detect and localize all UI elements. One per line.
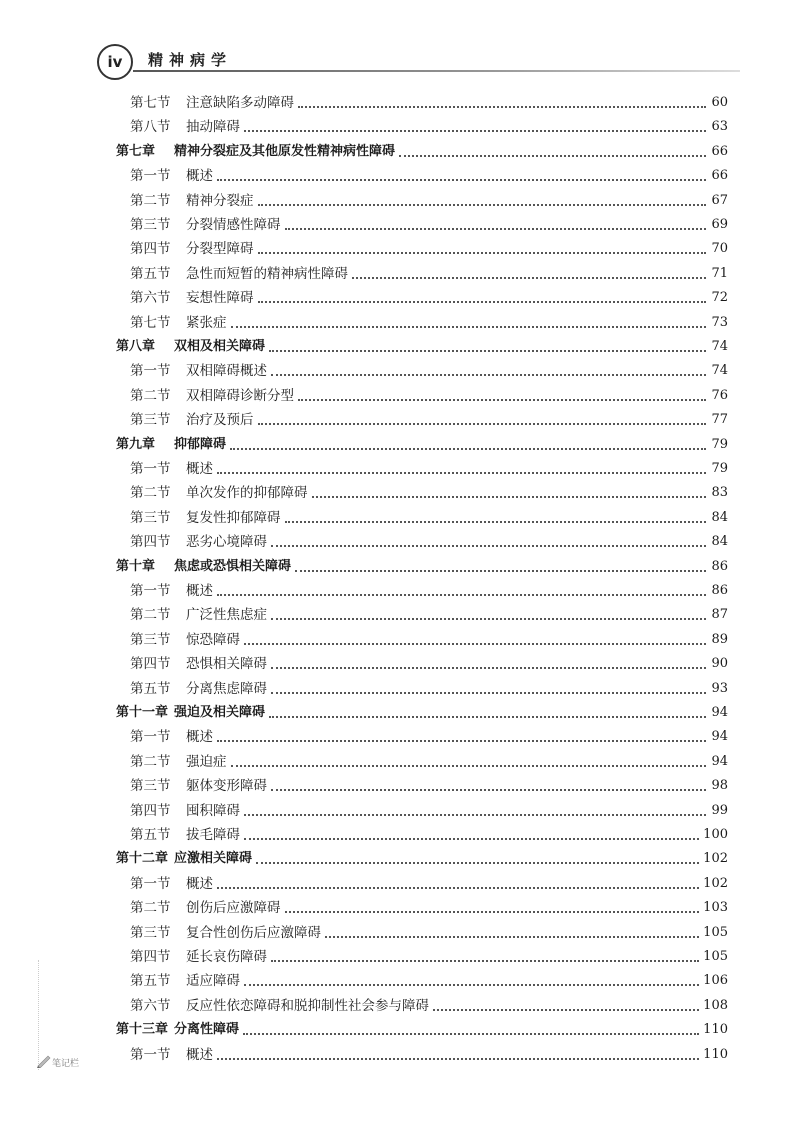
toc-entry-number: 第五节 bbox=[130, 265, 171, 282]
page-header bbox=[0, 0, 800, 90]
toc-entry-number: 第四节 bbox=[130, 534, 171, 551]
toc-entry-number: 第七章 bbox=[116, 143, 156, 159]
toc-page-number: 71 bbox=[711, 265, 728, 281]
toc-page-number: 105 bbox=[703, 949, 728, 964]
toc-entry-title: 恶劣心境障碍 bbox=[186, 534, 267, 551]
toc-entry-title: 单次发作的抑郁障碍 bbox=[186, 485, 308, 502]
toc-entry-title: 广泛性焦虑症 bbox=[186, 607, 267, 624]
dot-leader bbox=[244, 984, 699, 986]
toc-page-number: 90 bbox=[711, 656, 728, 672]
toc-entry-title: 复发性抑郁障碍 bbox=[186, 509, 281, 526]
toc-entry-title: 注意缺陷多动障碍 bbox=[186, 95, 294, 111]
pen-icon bbox=[36, 1054, 52, 1068]
toc-entry-number: 第三节 bbox=[130, 631, 171, 648]
toc-chapter-entry[interactable] bbox=[116, 1019, 728, 1041]
toc-page-number: 73 bbox=[711, 314, 728, 330]
toc-entry-number: 第五节 bbox=[130, 680, 171, 697]
toc-section-entry[interactable] bbox=[130, 800, 728, 822]
toc-entry-title: 概述 bbox=[186, 875, 213, 892]
toc-entry-number: 第三节 bbox=[130, 924, 171, 941]
dot-leader bbox=[217, 740, 706, 742]
toc-entry-number: 第四节 bbox=[130, 656, 171, 673]
dot-leader bbox=[271, 960, 699, 962]
toc-chapter-entry[interactable] bbox=[116, 556, 728, 578]
toc-entry-number: 第十三章 bbox=[116, 1022, 169, 1038]
dot-leader bbox=[258, 301, 707, 303]
toc-page-number: 66 bbox=[711, 168, 728, 184]
dot-leader bbox=[271, 667, 706, 669]
toc-entry-title: 双相障碍诊断分型 bbox=[186, 387, 294, 404]
toc-page-number: 74 bbox=[711, 363, 728, 379]
toc-entry-title: 分离焦虑障碍 bbox=[186, 680, 267, 697]
toc-entry-title: 适应障碍 bbox=[186, 973, 240, 990]
toc-entry-title: 双相障碍概述 bbox=[186, 363, 267, 380]
dot-leader bbox=[244, 838, 699, 840]
toc-page-number: 103 bbox=[703, 900, 728, 916]
toc-entry-number: 第八章 bbox=[116, 339, 156, 354]
dot-leader bbox=[269, 350, 706, 352]
toc-entry-number: 第一节 bbox=[130, 729, 171, 746]
toc-entry-title: 反应性依恋障碍和脱抑制性社会参与障碍 bbox=[186, 997, 429, 1014]
toc-entry-number: 第一节 bbox=[130, 875, 171, 892]
toc-section-entry[interactable] bbox=[130, 92, 728, 114]
toc-entry-title: 焦虑或恐惧相关障碍 bbox=[174, 558, 292, 574]
book-title: 精神病学 bbox=[148, 51, 233, 69]
toc-section-entry[interactable] bbox=[130, 531, 728, 553]
toc-page-number: 102 bbox=[703, 851, 728, 867]
toc-page-number: 74 bbox=[711, 339, 728, 354]
dot-leader bbox=[325, 936, 699, 938]
toc-entry-title: 躯体变形障碍 bbox=[186, 778, 267, 795]
toc-entry-title: 应激相关障碍 bbox=[174, 851, 253, 867]
toc-page-number: 72 bbox=[711, 290, 728, 306]
toc-page-number: 94 bbox=[711, 729, 728, 745]
dot-leader bbox=[352, 277, 706, 279]
toc-section-entry[interactable] bbox=[130, 970, 728, 992]
toc-page-number: 84 bbox=[711, 509, 728, 525]
toc-entry-number: 第五节 bbox=[130, 827, 171, 843]
toc-entry-title: 概述 bbox=[186, 168, 213, 185]
dot-leader bbox=[433, 1009, 699, 1011]
dot-leader bbox=[217, 1058, 699, 1060]
toc-entry-title: 复合性创伤后应激障碍 bbox=[186, 924, 321, 941]
toc-entry-number: 第二节 bbox=[130, 192, 171, 209]
toc-entry-title: 精神分裂症及其他原发性精神病性障碍 bbox=[174, 143, 396, 159]
toc-entry-title: 分裂型障碍 bbox=[186, 241, 254, 258]
toc-page-number: 86 bbox=[711, 583, 728, 598]
dot-leader bbox=[269, 716, 706, 718]
toc-page-number: 79 bbox=[711, 461, 728, 476]
toc-entry-number: 第四节 bbox=[130, 241, 171, 258]
toc-page-number: 105 bbox=[703, 924, 728, 940]
toc-entry-title: 抑郁障碍 bbox=[174, 436, 227, 452]
toc-section-entry[interactable] bbox=[130, 1044, 728, 1066]
toc-page-number: 108 bbox=[703, 997, 728, 1013]
toc-entry-number: 第十章 bbox=[116, 558, 156, 574]
toc-page-number: 69 bbox=[711, 217, 728, 232]
toc-section-entry[interactable] bbox=[130, 873, 728, 895]
toc-entry-title: 分裂情感性障碍 bbox=[186, 217, 281, 233]
dot-leader bbox=[217, 887, 699, 889]
dot-leader bbox=[256, 862, 699, 864]
toc-entry-title: 抽动障碍 bbox=[186, 119, 240, 136]
toc-chapter-entry[interactable] bbox=[116, 702, 728, 724]
toc-page-number: 99 bbox=[711, 802, 728, 818]
toc-entry-title: 精神分裂症 bbox=[186, 192, 254, 209]
toc-entry-number: 第三节 bbox=[130, 778, 171, 795]
toc-section-entry[interactable] bbox=[130, 629, 728, 651]
dot-leader bbox=[298, 399, 706, 401]
toc-entry-number: 第四节 bbox=[130, 949, 171, 965]
toc-section-entry[interactable] bbox=[130, 263, 728, 285]
dot-leader bbox=[231, 326, 707, 328]
toc-entry-number: 第三节 bbox=[130, 509, 171, 526]
toc-section-entry[interactable] bbox=[130, 312, 728, 334]
toc-section-entry[interactable] bbox=[130, 726, 728, 748]
toc-entry-title: 治疗及预后 bbox=[186, 412, 254, 429]
toc-entry-title: 强迫症 bbox=[186, 753, 227, 770]
toc-section-entry[interactable] bbox=[130, 238, 728, 260]
toc-section-entry[interactable] bbox=[130, 287, 728, 309]
toc-section-entry[interactable] bbox=[130, 116, 728, 138]
toc-section-entry[interactable] bbox=[130, 482, 728, 504]
dot-leader bbox=[217, 179, 706, 181]
notes-label: 笔记栏 bbox=[52, 1059, 80, 1069]
toc-section-entry[interactable] bbox=[130, 775, 728, 797]
toc-page-number: 86 bbox=[711, 558, 728, 574]
dot-leader bbox=[271, 545, 706, 547]
toc-section-entry[interactable] bbox=[130, 897, 728, 919]
dot-leader bbox=[230, 448, 706, 450]
dot-leader bbox=[258, 204, 707, 206]
toc-section-entry[interactable] bbox=[130, 165, 728, 187]
header-divider bbox=[133, 70, 740, 72]
toc-entry-title: 概述 bbox=[186, 729, 213, 746]
toc-chapter-entry[interactable] bbox=[116, 336, 728, 358]
dot-leader bbox=[312, 496, 707, 498]
dot-leader bbox=[271, 374, 706, 376]
toc-page-number: 93 bbox=[711, 680, 728, 696]
dot-leader bbox=[244, 643, 706, 645]
toc-entry-title: 恐惧相关障碍 bbox=[186, 656, 267, 673]
toc-entry-title: 概述 bbox=[186, 1046, 213, 1063]
toc-page-number: 110 bbox=[703, 1046, 728, 1062]
toc-section-entry[interactable] bbox=[130, 409, 728, 431]
toc-entry-number: 第十二章 bbox=[116, 851, 169, 867]
toc-entry-number: 第七节 bbox=[130, 95, 171, 111]
page-number-badge: iv bbox=[97, 44, 133, 80]
toc-entry-number: 第五节 bbox=[130, 973, 171, 990]
toc-chapter-entry[interactable] bbox=[116, 848, 728, 870]
toc-section-entry[interactable] bbox=[130, 946, 728, 968]
dot-leader bbox=[271, 618, 706, 620]
dot-leader bbox=[271, 692, 706, 694]
dot-leader bbox=[217, 472, 706, 474]
toc-entry-title: 强迫及相关障碍 bbox=[174, 705, 266, 720]
dot-leader bbox=[231, 765, 707, 767]
toc-section-entry[interactable] bbox=[130, 653, 728, 675]
toc-entry-number: 第一节 bbox=[130, 1046, 171, 1063]
toc-section-entry[interactable] bbox=[130, 214, 728, 236]
toc-page-number: 76 bbox=[711, 387, 728, 403]
toc-entry-title: 创伤后应激障碍 bbox=[186, 900, 281, 917]
toc-entry-number: 第八节 bbox=[130, 119, 171, 136]
toc-entry-number: 第一节 bbox=[130, 363, 171, 380]
toc-page-number: 110 bbox=[703, 1022, 728, 1038]
dot-leader bbox=[244, 814, 706, 816]
dot-leader bbox=[298, 106, 706, 108]
toc-page-number: 63 bbox=[711, 119, 728, 135]
toc-section-entry[interactable] bbox=[130, 751, 728, 773]
toc-entry-title: 延长哀伤障碍 bbox=[186, 949, 267, 965]
toc-entry-number: 第六节 bbox=[130, 997, 171, 1014]
toc-entry-number: 第七节 bbox=[130, 314, 171, 331]
toc-entry-number: 第十一章 bbox=[116, 705, 169, 720]
toc-entry-title: 惊恐障碍 bbox=[186, 631, 240, 648]
toc-entry-number: 第四节 bbox=[130, 802, 171, 819]
toc-entry-title: 双相及相关障碍 bbox=[174, 339, 266, 354]
toc-entry-number: 第二节 bbox=[130, 607, 171, 624]
toc-entry-title: 紧张症 bbox=[186, 314, 227, 331]
dot-leader bbox=[217, 594, 706, 596]
toc-page-number: 94 bbox=[711, 753, 728, 769]
toc-page-number: 84 bbox=[711, 534, 728, 550]
toc-page-number: 89 bbox=[711, 631, 728, 647]
toc-entry-number: 第三节 bbox=[130, 412, 171, 429]
toc-entry-title: 概述 bbox=[186, 461, 213, 477]
toc-entry-title: 急性而短暂的精神病性障碍 bbox=[186, 265, 348, 282]
toc-page-number: 83 bbox=[711, 485, 728, 501]
toc-section-entry[interactable] bbox=[130, 995, 728, 1017]
toc-page-number: 98 bbox=[711, 778, 728, 794]
dot-leader bbox=[285, 521, 707, 523]
toc-section-entry[interactable] bbox=[130, 604, 728, 626]
toc-page-number: 77 bbox=[711, 412, 728, 428]
toc-entry-number: 第九章 bbox=[116, 436, 156, 452]
toc-section-entry[interactable] bbox=[130, 360, 728, 382]
toc-page-number: 102 bbox=[703, 875, 728, 891]
toc-page-number: 106 bbox=[703, 973, 728, 989]
dot-leader bbox=[244, 130, 706, 132]
toc-page-number: 60 bbox=[711, 95, 728, 110]
toc-entry-title: 囤积障碍 bbox=[186, 802, 240, 819]
toc-entry-number: 第一节 bbox=[130, 168, 171, 185]
toc-section-entry[interactable] bbox=[130, 824, 728, 846]
toc-section-entry[interactable] bbox=[130, 385, 728, 407]
toc-section-entry[interactable] bbox=[130, 458, 728, 480]
toc-entry-number: 第六节 bbox=[130, 290, 171, 307]
dot-leader bbox=[258, 252, 707, 254]
dot-leader bbox=[285, 228, 707, 230]
toc-entry-number: 第三节 bbox=[130, 217, 171, 233]
toc-page-number: 87 bbox=[711, 607, 728, 623]
toc-page-number: 79 bbox=[711, 436, 728, 452]
toc-page-number: 67 bbox=[711, 192, 728, 208]
dot-leader bbox=[285, 911, 700, 913]
dot-leader bbox=[258, 423, 707, 425]
toc-chapter-entry[interactable] bbox=[116, 141, 728, 163]
toc-entry-number: 第二节 bbox=[130, 485, 171, 502]
dot-leader bbox=[271, 789, 706, 791]
toc-section-entry[interactable] bbox=[130, 507, 728, 529]
toc-entry-number: 第一节 bbox=[130, 583, 171, 599]
toc-chapter-entry[interactable] bbox=[116, 434, 728, 456]
toc-page-number: 100 bbox=[703, 827, 728, 842]
toc-entry-title: 拔毛障碍 bbox=[186, 827, 240, 843]
toc-page-number: 66 bbox=[711, 143, 728, 159]
toc-section-entry[interactable] bbox=[130, 922, 728, 944]
toc-section-entry[interactable] bbox=[130, 580, 728, 602]
dot-leader bbox=[399, 155, 706, 157]
toc-entry-number: 第二节 bbox=[130, 387, 171, 404]
toc-entry-title: 概述 bbox=[186, 583, 213, 599]
toc-entry-number: 第二节 bbox=[130, 753, 171, 770]
dot-leader bbox=[243, 1033, 699, 1035]
toc-entry-title: 分离性障碍 bbox=[174, 1022, 240, 1038]
toc-page-number: 94 bbox=[711, 705, 728, 720]
toc-section-entry[interactable] bbox=[130, 678, 728, 700]
toc-entry-number: 第二节 bbox=[130, 900, 171, 917]
toc-entry-number: 第一节 bbox=[130, 461, 171, 477]
toc-entry-title: 妄想性障碍 bbox=[186, 290, 254, 307]
toc-page-number: 70 bbox=[711, 241, 728, 257]
dot-leader bbox=[295, 570, 706, 572]
toc-section-entry[interactable] bbox=[130, 190, 728, 212]
